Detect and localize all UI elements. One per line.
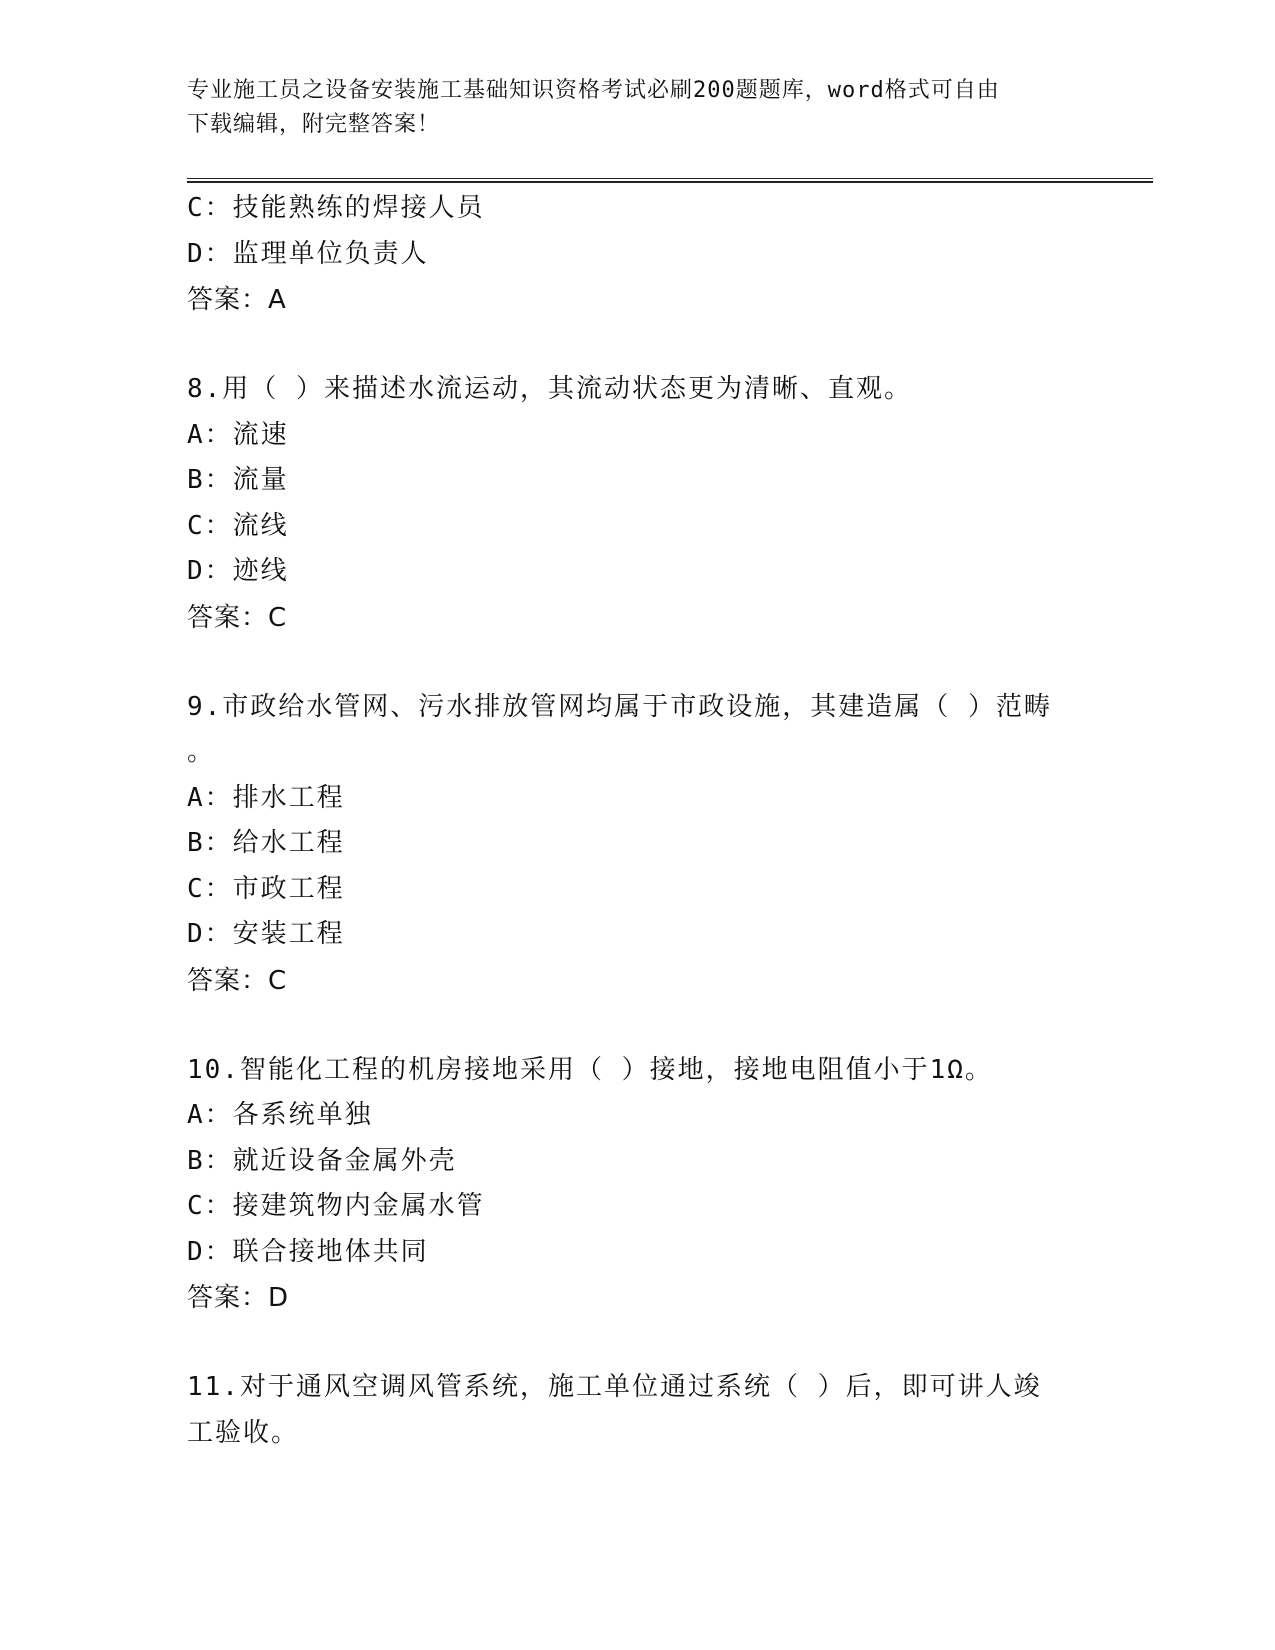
option-a: A：流速	[187, 419, 289, 450]
question-7-continuation	[187, 186, 1087, 323]
question-content	[187, 186, 1087, 1456]
option-d: D：安装工程	[187, 919, 345, 949]
question-text-line-2: 工验收。	[187, 1417, 300, 1448]
question-text: 10.智能化工程的机房接地采用（ ）接地，接地电阻值小于1Ω。	[187, 1054, 993, 1085]
option-d: D：联合接地体共同	[187, 1236, 429, 1267]
header-divider	[187, 178, 1153, 183]
option-c: C：技能熟练的焊接人员	[187, 193, 485, 223]
option-a: A：各系统单独	[187, 1100, 373, 1130]
option-c: C：接建筑物内金属水管	[187, 1191, 485, 1221]
answer-line: 答案：C	[187, 965, 288, 996]
question-9	[187, 685, 1087, 1004]
page-header	[187, 74, 1087, 142]
option-c: C：流线	[187, 510, 289, 541]
option-a: A：排水工程	[187, 782, 345, 813]
header-line-1: 专业施工员之设备安装施工基础知识资格考试必刷200题题库，word格式可自由	[187, 78, 1000, 103]
answer-line: 答案：D	[187, 1283, 290, 1313]
option-d: D：迹线	[187, 556, 289, 586]
question-8	[187, 367, 1087, 641]
question-text: 8.用（ ）来描述水流运动，其流动状态更为清晰、直观。	[187, 374, 912, 404]
option-d: D：监理单位负责人	[187, 238, 429, 269]
question-10	[187, 1048, 1087, 1322]
option-b: B：就近设备金属外壳	[187, 1145, 457, 1176]
option-b: B：流量	[187, 465, 289, 495]
answer-line: 答案：A	[187, 285, 287, 315]
answer-line: 答案：C	[187, 602, 288, 633]
option-b: B：给水工程	[187, 828, 345, 858]
question-text-line-1: 11.对于通风空调风管系统，施工单位通过系统（ ）后，即可讲人竣	[187, 1372, 1042, 1402]
header-line-2: 下载编辑，附完整答案！	[187, 112, 441, 137]
question-11	[187, 1365, 1087, 1456]
option-c: C：市政工程	[187, 873, 345, 904]
question-text-line-2: 。	[187, 737, 216, 767]
question-text-line-1: 9.市政给水管网、污水排放管网均属于市政设施，其建造属（ ）范畴	[187, 691, 1052, 722]
